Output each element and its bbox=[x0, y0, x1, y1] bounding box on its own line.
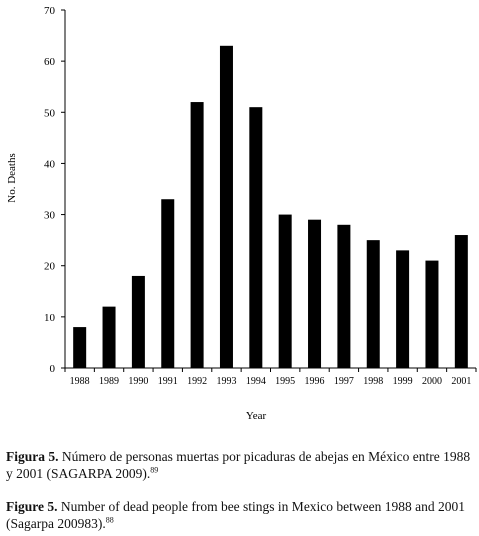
bar bbox=[279, 215, 292, 368]
y-tick-label: 50 bbox=[44, 107, 55, 120]
bar bbox=[220, 46, 233, 368]
bar bbox=[455, 235, 468, 368]
y-tick-label: 0 bbox=[49, 363, 55, 375]
x-tick-label: 1995 bbox=[275, 376, 296, 387]
bar bbox=[249, 107, 262, 368]
caption-text: Número de personas muertas por picaduras de abejas en México entre 1988 y 2001 (SAGARPA 2009). bbox=[6, 449, 471, 481]
bar bbox=[191, 102, 204, 368]
x-axis bbox=[65, 368, 476, 387]
x-tick-label: 1993 bbox=[216, 376, 237, 387]
x-tick-label: 1991 bbox=[157, 376, 178, 387]
y-tick-label: 30 bbox=[44, 209, 55, 222]
x-tick-label: 1999 bbox=[392, 376, 413, 387]
bar bbox=[367, 240, 380, 368]
x-tick-label: 1997 bbox=[333, 376, 354, 387]
bar bbox=[73, 327, 86, 368]
x-tick-label: 1996 bbox=[304, 376, 325, 387]
bar bbox=[161, 199, 174, 368]
x-tick-label: 2000 bbox=[421, 376, 442, 387]
x-tick-label: 1998 bbox=[363, 376, 384, 387]
bar bbox=[132, 276, 145, 368]
x-tick-label: 1988 bbox=[69, 376, 90, 387]
caption-text: Number of dead people from bee stings in Mexico between 1988 and 2001 (Sagarpa 200983). bbox=[6, 499, 466, 531]
figure-caption-english bbox=[6, 498, 472, 532]
caption-reference: 88 bbox=[105, 515, 114, 525]
figure-caption-spanish bbox=[6, 448, 472, 482]
y-axis bbox=[44, 5, 65, 375]
y-tick-label: 40 bbox=[44, 158, 55, 171]
x-axis-title: Year bbox=[245, 410, 267, 422]
x-tick-label: 1989 bbox=[99, 376, 120, 387]
bar bbox=[337, 225, 350, 368]
y-tick-label: 60 bbox=[44, 56, 55, 69]
y-tick-label: 20 bbox=[44, 260, 55, 273]
y-axis-title: No. Deaths bbox=[6, 153, 18, 203]
y-tick-label: 70 bbox=[44, 5, 55, 17]
x-tick-label: 1994 bbox=[245, 376, 266, 387]
caption-label: Figura 5. bbox=[6, 449, 59, 464]
bar bbox=[425, 261, 438, 368]
x-tick-label: 1990 bbox=[128, 376, 149, 387]
caption-label: Figure 5. bbox=[6, 499, 58, 514]
x-tick-label: 2001 bbox=[451, 376, 472, 387]
y-tick-label: 10 bbox=[44, 311, 55, 324]
bar bbox=[396, 250, 409, 368]
bar-series bbox=[73, 46, 468, 368]
x-tick-label: 1992 bbox=[187, 376, 208, 387]
bar bbox=[308, 220, 321, 368]
bar bbox=[103, 307, 116, 368]
caption-reference: 89 bbox=[150, 465, 159, 475]
